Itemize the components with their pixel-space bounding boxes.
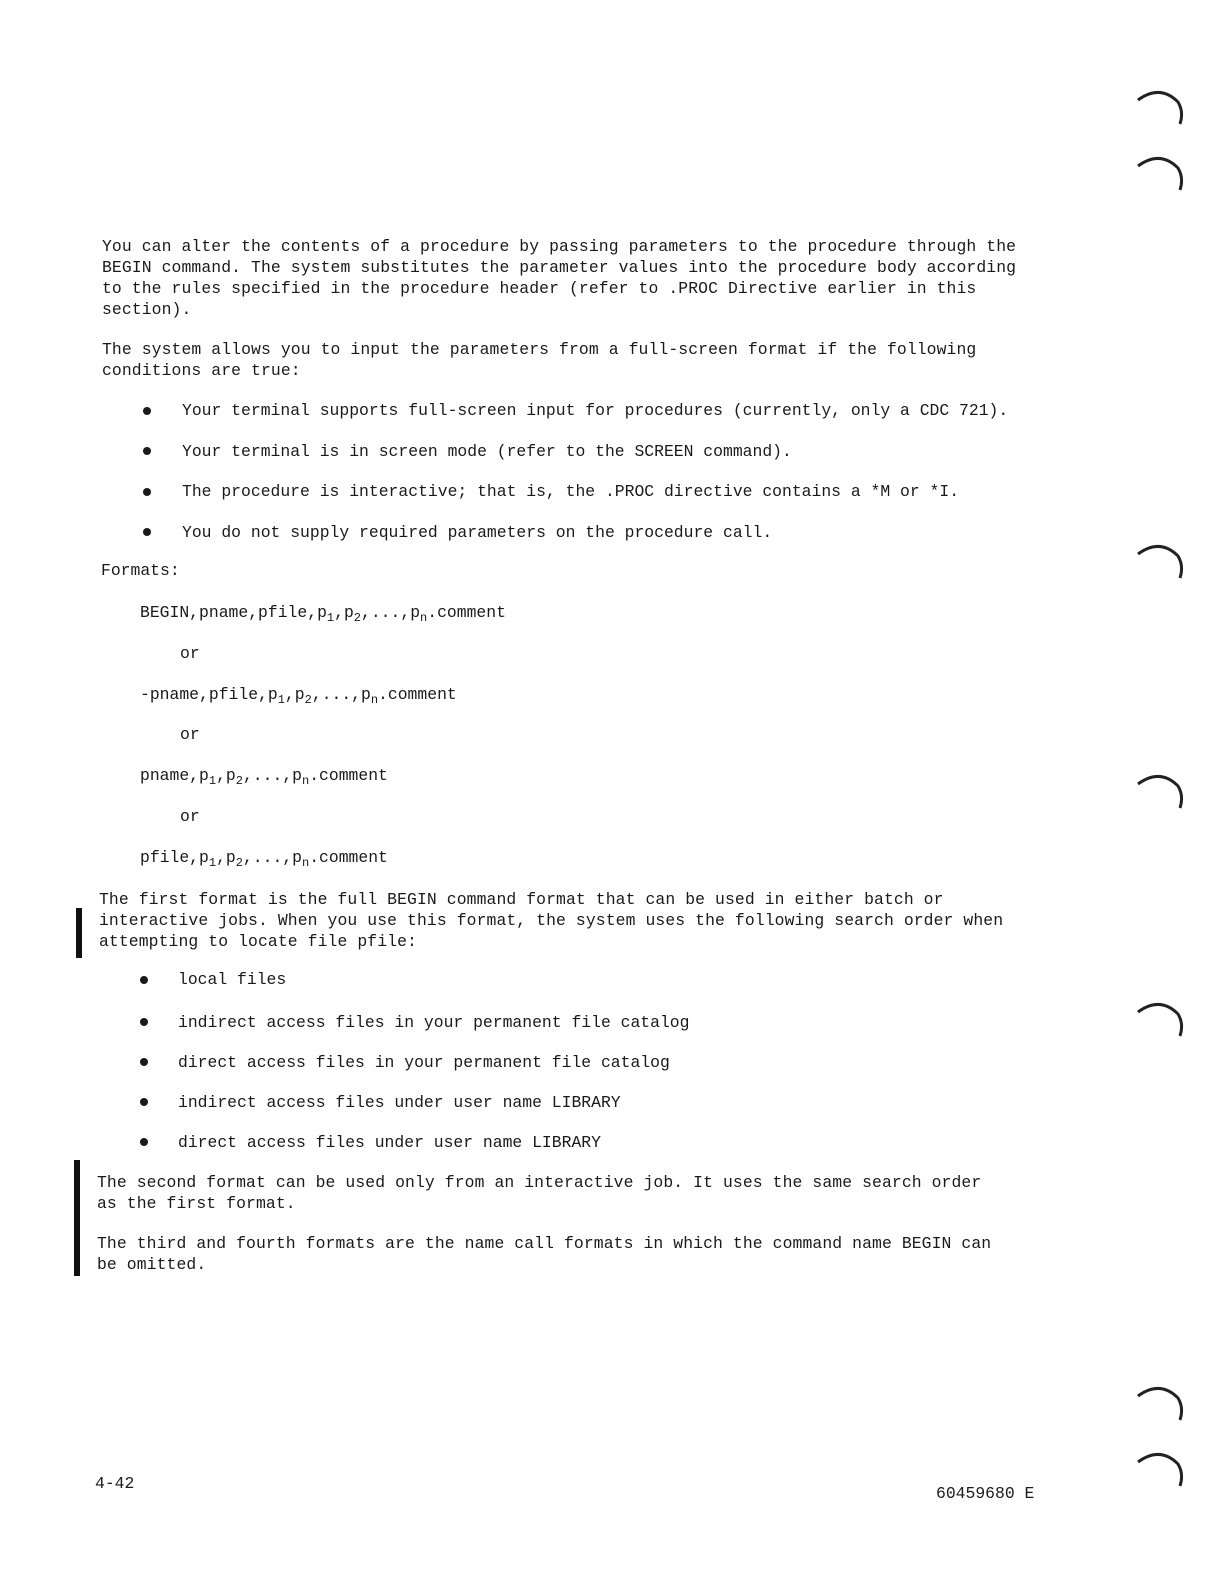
- param-symbol: p: [292, 766, 302, 785]
- or-separator: or: [180, 644, 200, 663]
- intro-paragraph: You can alter the contents of a procedure by passing parameters to the procedure through the BEGIN command. The system substitutes the parameter values into the procedure body according to the rules specified in the procedure header (refer to .PROC Directive earlier in this section).: [102, 237, 1017, 319]
- conditions-intro: The system allows you to input the parameters from a full-screen format if the following conditions are true:: [102, 340, 977, 380]
- bullet-icon: [140, 1138, 148, 1146]
- binding-mark-icon: [1134, 84, 1186, 136]
- condition-text: Your terminal supports full-screen input for procedures (currently, only a CDC 721).: [182, 401, 1009, 420]
- change-bar: [74, 1160, 80, 1276]
- format-prefix: pname,: [140, 766, 200, 785]
- bullet-icon: [143, 407, 151, 415]
- bullet-icon: [143, 488, 151, 496]
- condition-text: Your terminal is in screen mode (refer to the SCREEN command).: [182, 442, 792, 461]
- search-order-text: indirect access files in your permanent file catalog: [178, 1013, 690, 1032]
- format-suffix: .comment: [427, 603, 506, 622]
- param-subscript: 1: [326, 611, 335, 625]
- param-symbol: p: [317, 603, 327, 622]
- second-format-paragraph: The second format can be used only from an interactive job. It uses the same search order as the first format.: [97, 1173, 982, 1213]
- separator: ,: [284, 685, 295, 704]
- binding-mark-icon: [1134, 538, 1186, 590]
- format-prefix: -pname,pfile,: [140, 685, 268, 704]
- binding-mark-icon: [1134, 1446, 1186, 1498]
- format-2: [140, 684, 457, 711]
- param-subscript: 2: [304, 693, 312, 707]
- param-subscript: n: [302, 774, 310, 788]
- third-format-paragraph: The third and fourth formats are the name call formats in which the command name BEGIN can be omitted.: [97, 1234, 992, 1274]
- param-symbol: p: [410, 603, 421, 622]
- formats-heading: Formats:: [101, 561, 180, 580]
- search-order-text: indirect access files under user name LIBRARY: [178, 1093, 621, 1112]
- or-separator: or: [180, 807, 200, 826]
- page-number: 4-42: [95, 1474, 135, 1493]
- change-bar: [76, 908, 82, 958]
- param-symbol: p: [199, 848, 209, 867]
- param-subscript: n: [370, 693, 379, 707]
- param-symbol: p: [199, 766, 209, 785]
- document-number: 60459680 E: [936, 1484, 1035, 1503]
- param-symbol: p: [343, 603, 354, 622]
- search-order-text: direct access files under user name LIBRARY: [178, 1133, 601, 1152]
- binding-mark-icon: [1134, 150, 1186, 202]
- param-subscript: 1: [208, 856, 217, 870]
- separator: ,: [334, 603, 344, 622]
- bullet-icon: [140, 1098, 148, 1106]
- param-symbol: p: [294, 685, 305, 704]
- ellipsis: ,...,: [361, 603, 411, 622]
- param-subscript: n: [420, 611, 428, 625]
- search-order-text: direct access files in your permanent file catalog: [178, 1053, 670, 1072]
- param-symbol: p: [267, 685, 278, 704]
- format-4: [140, 847, 388, 874]
- ellipsis: ,...,: [242, 766, 293, 785]
- bullet-icon: [140, 1058, 148, 1066]
- binding-mark-icon: [1134, 1380, 1186, 1432]
- param-subscript: 1: [277, 693, 285, 707]
- or-separator: or: [180, 725, 200, 744]
- param-symbol: p: [225, 848, 236, 867]
- format-suffix: .comment: [378, 685, 457, 704]
- bullet-icon: [143, 528, 151, 536]
- param-subscript: 2: [235, 856, 243, 870]
- format-prefix: pfile,: [140, 848, 200, 867]
- ellipsis: ,...,: [242, 848, 293, 867]
- first-format-paragraph: The first format is the full BEGIN command format that can be used in either batch or interactive jobs. When you use this format, the system uses the following search order when attempting to locate file pfile:: [99, 890, 1004, 951]
- format-1: [140, 602, 506, 629]
- param-subscript: 2: [353, 611, 361, 625]
- separator: ,: [216, 766, 226, 785]
- param-subscript: 2: [235, 774, 243, 788]
- format-prefix: BEGIN,pname,pfile,: [140, 603, 318, 622]
- bullet-icon: [143, 447, 151, 455]
- param-symbol: p: [292, 848, 302, 867]
- binding-mark-icon: [1134, 996, 1186, 1048]
- condition-text: The procedure is interactive; that is, the .PROC directive contains a *M or *I.: [182, 482, 960, 501]
- param-symbol: p: [225, 766, 236, 785]
- param-subscript: n: [302, 856, 310, 870]
- param-symbol: p: [361, 685, 371, 704]
- ellipsis: ,...,: [311, 685, 361, 704]
- condition-text: You do not supply required parameters on the procedure call.: [182, 523, 773, 542]
- bullet-icon: [140, 976, 148, 984]
- separator: ,: [216, 848, 226, 867]
- binding-mark-icon: [1134, 768, 1186, 820]
- param-subscript: 1: [208, 774, 217, 788]
- format-3: [140, 765, 388, 792]
- format-suffix: .comment: [309, 848, 388, 867]
- format-suffix: .comment: [309, 766, 388, 785]
- bullet-icon: [140, 1018, 148, 1026]
- search-order-text: local files: [178, 970, 287, 989]
